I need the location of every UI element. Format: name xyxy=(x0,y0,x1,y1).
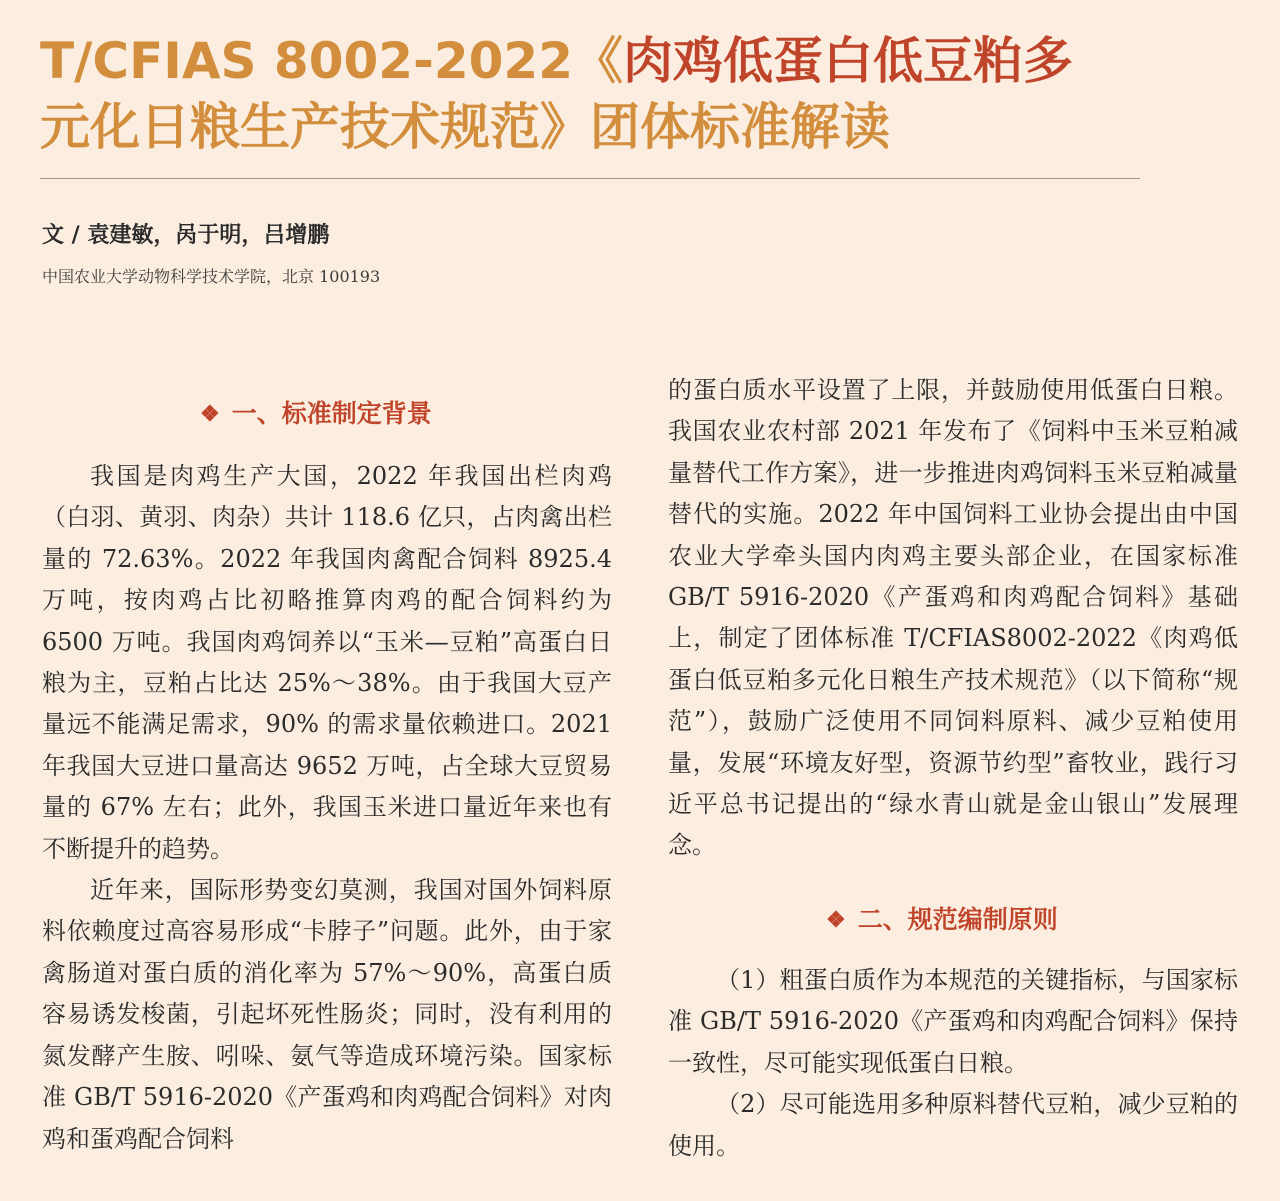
title-prefix: T/CFIAS 8002-2022《 xyxy=(40,32,624,90)
principles-list xyxy=(668,960,1238,1167)
diamond-bullet-icon: ❖ xyxy=(826,907,846,933)
title-highlight: 肉鸡低蛋白低豆粕多 xyxy=(623,32,1074,90)
list-item: （2）尽可能选用多种原料替代豆粕，减少豆粕的使用。 xyxy=(668,1090,1238,1160)
section-heading-principles xyxy=(826,900,1058,936)
article-title xyxy=(40,28,1240,160)
left-column xyxy=(42,456,612,1160)
body-paragraph: 近年来，国际形势变幻莫测，我国对国外饲料原料依赖度过高容易形成“卡脖子”问题。此外，由于家禽肠道对蛋白质的消化率为 57%～90%，高蛋白质容易诱发梭菌，引起坏死性肠炎；同时，没有利用的氮发酵产生胺、吲哚、氨气等造成环境污染。国家标准 GB/T 5916-2020《产蛋鸡和肉鸡配合饲料》对肉鸡和蛋鸡配合饲料 xyxy=(42,876,612,1153)
title-line2: 元化日粮生产技术规范》团体标准解读 xyxy=(40,98,890,156)
title-divider xyxy=(40,178,1140,179)
section-heading-text: 二、规范编制原则 xyxy=(857,905,1058,934)
body-paragraph: 我国是肉鸡生产大国，2022 年我国出栏肉鸡（白羽、黄羽、肉杂）共计 118.6 亿只，占肉禽出栏量的 72.63%。2022 年我国肉禽配合饲料 8925.4 万吨，按肉鸡占比初略推算肉鸡的配合饲料约为 6500 万吨。我国肉鸡饲养以“玉米—豆粕”高蛋白日粮为主，豆粕占比达 25%～38%。由于我国大豆产量远不能满足需求，90% 的需求量依赖进口。2021 年我国大豆进口量高达 9652 万吨，占全球大豆贸易量的 67% 左右；此外，我国玉米进口量近年来也有不断提升的趋势。 xyxy=(42,462,612,863)
right-column xyxy=(668,370,1238,867)
section-heading-background xyxy=(200,394,432,430)
list-item: （1）粗蛋白质作为本规范的关键指标，与国家标准 GB/T 5916-2020《产蛋鸡和肉鸡配合饲料》保持一致性，尽可能实现低蛋白日粮。 xyxy=(668,966,1238,1077)
body-paragraph-continued: 的蛋白质水平设置了上限，并鼓励使用低蛋白日粮。我国农业农村部 2021 年发布了《饲料中玉米豆粕减量替代工作方案》，进一步推进肉鸡饲料玉米豆粕减量替代的实施。2022 年中国饲料工业协会提出由中国农业大学牵头国内肉鸡主要头部企业，在国家标准 GB/T 5916-2020《产蛋鸡和肉鸡配合饲料》基础上，制定了团体标准 T/CFIAS8002-2022《肉鸡低蛋白低豆粕多元化日粮生产技术规范》（以下简称“规范”），鼓励广泛使用不同饲料原料、减少豆粕使用量，发展“环境友好型，资源节约型”畜牧业，践行习近平总书记提出的“绿水青山就是金山银山”发展理念。 xyxy=(668,376,1238,860)
author-byline: 文 / 袁建敏，呙于明，吕增鹏 xyxy=(42,223,330,248)
section-heading-text: 一、标准制定背景 xyxy=(231,399,432,428)
diamond-bullet-icon: ❖ xyxy=(200,401,220,427)
author-affiliation: 中国农业大学动物科学技术学院，北京 100193 xyxy=(42,267,381,286)
